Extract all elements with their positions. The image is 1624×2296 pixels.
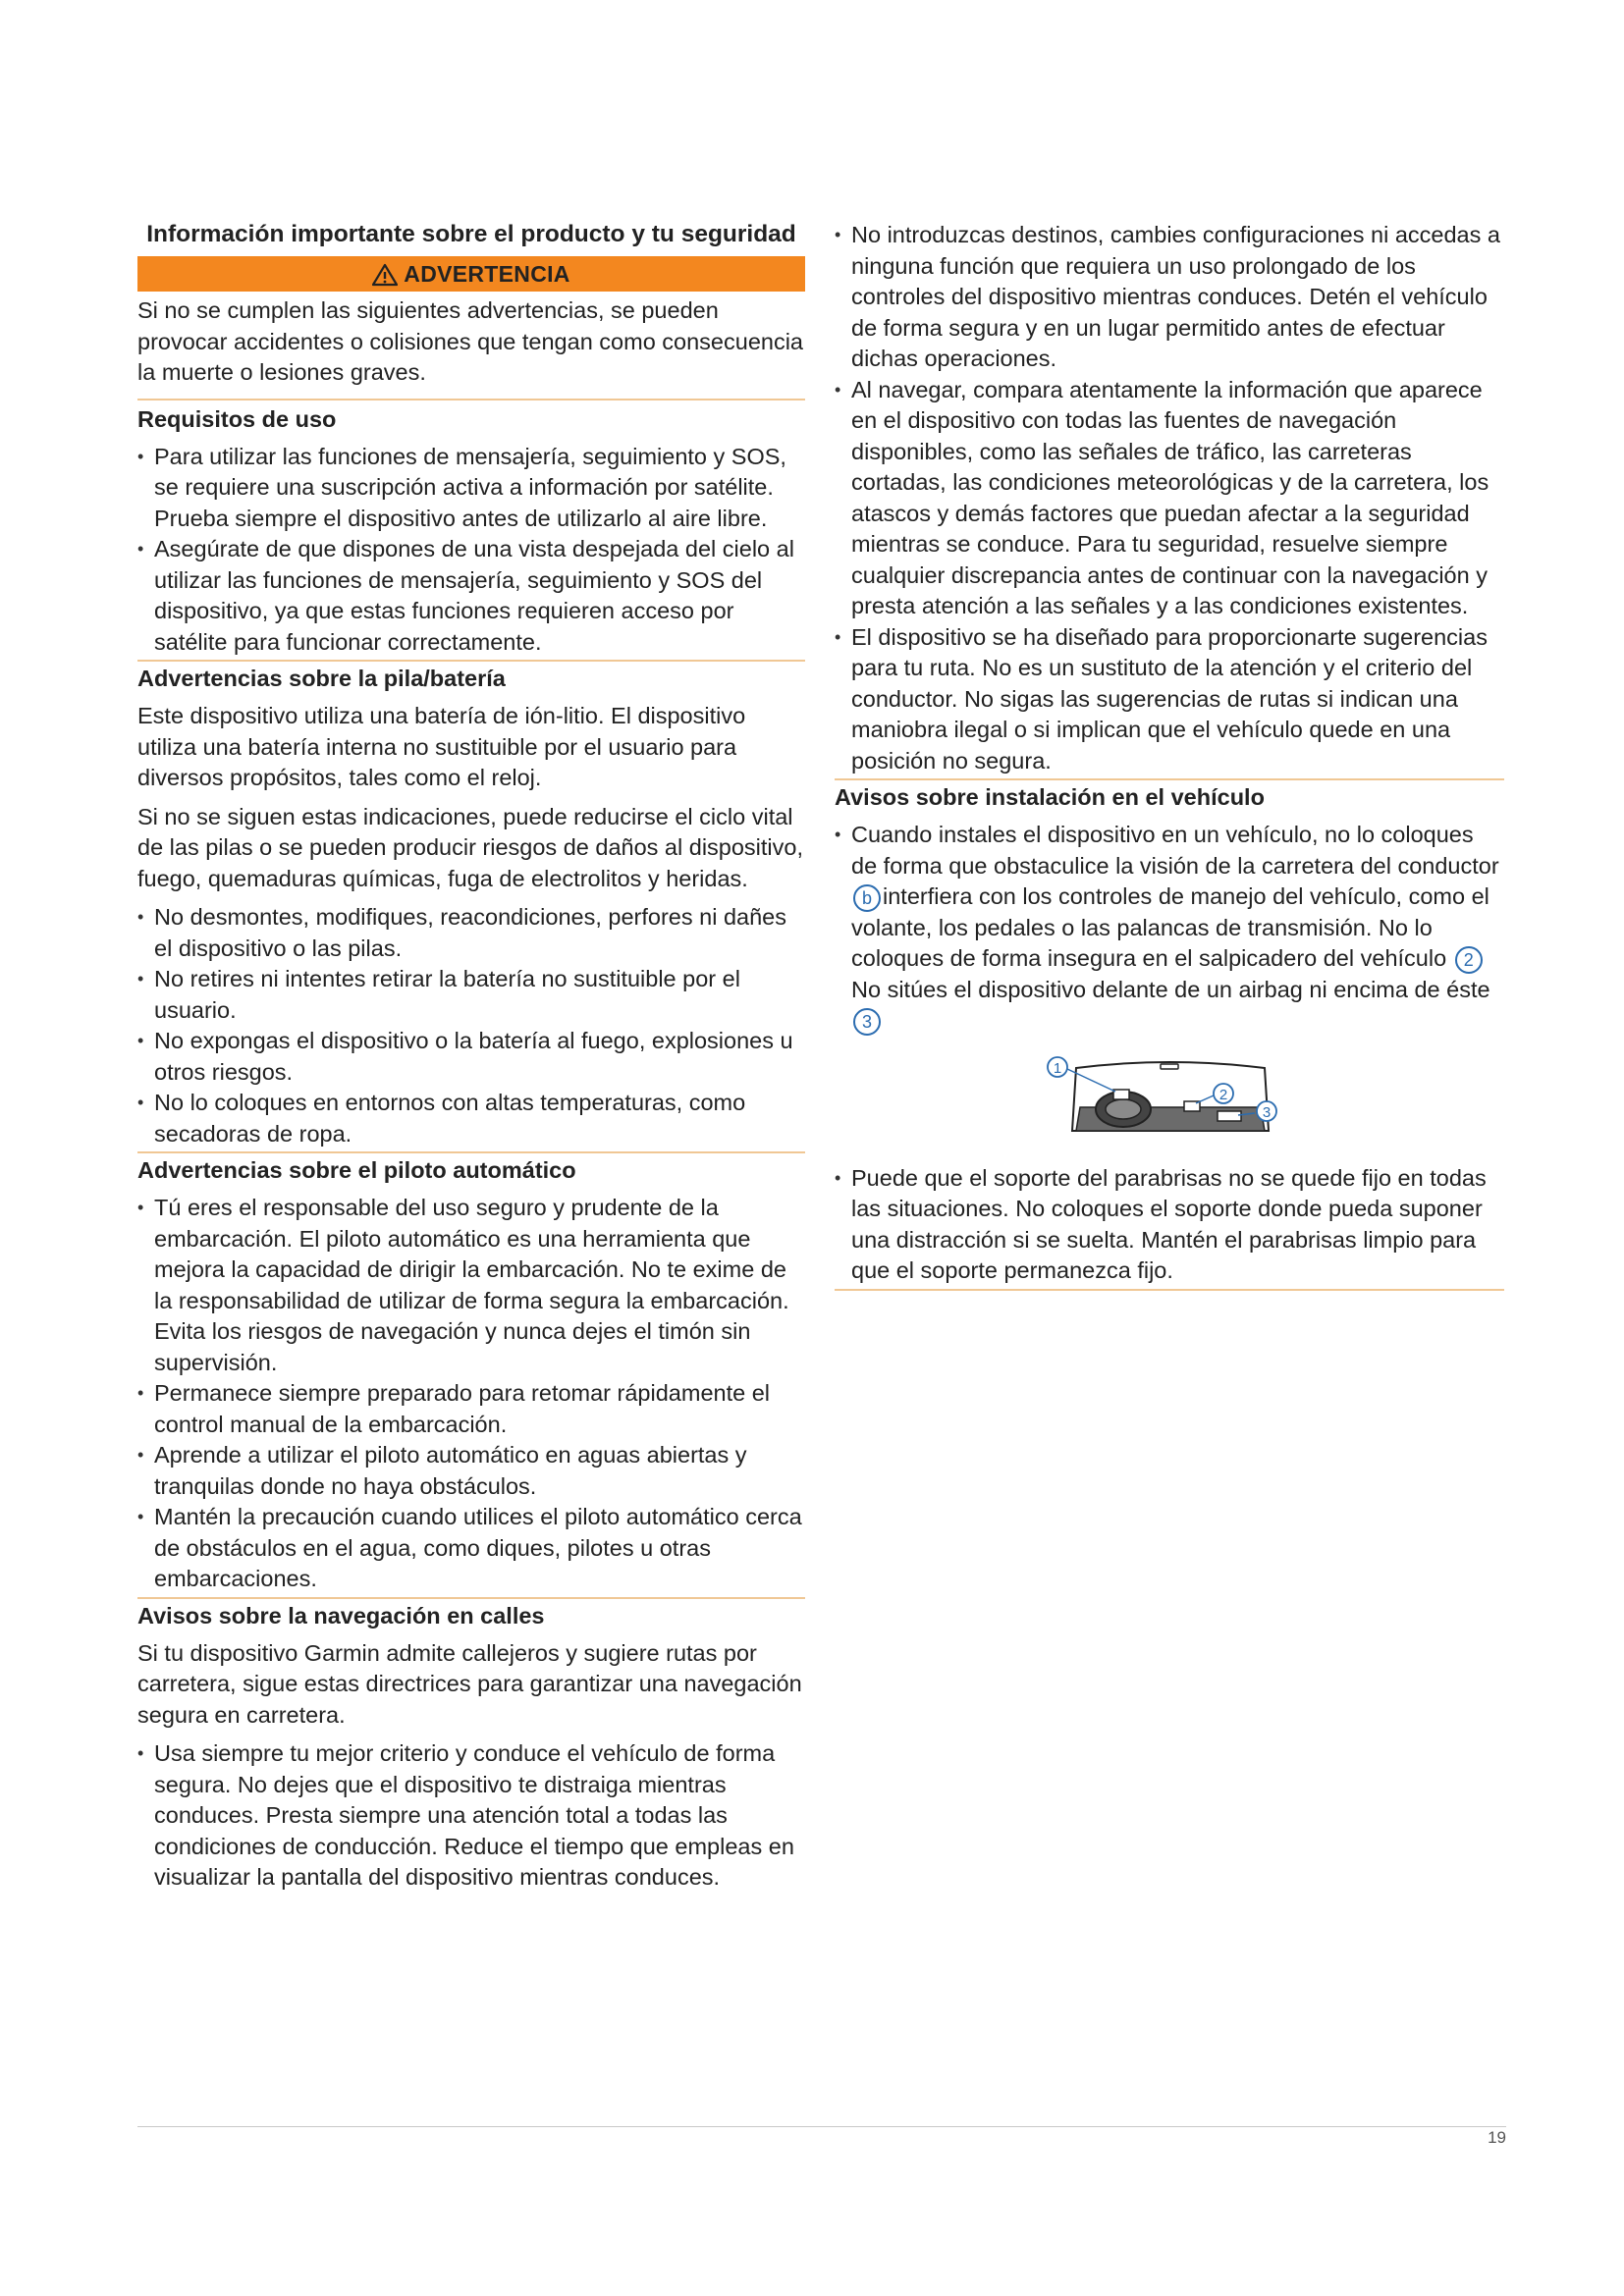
bullet-list-piloto — [137, 1193, 805, 1595]
section-heading-instalacion: Avisos sobre instalación en el vehículo — [835, 784, 1265, 810]
warning-text-block — [137, 295, 805, 400]
paragraph: Si no se siguen estas indicaciones, puede reducirse el ciclo vital de las pilas o se pueden producir riesgos de daños al dispositivo, fuego, quemaduras químicas, fuga de electrolitos y heridas. — [137, 803, 804, 891]
bullet-list-calles-left — [137, 1738, 805, 1894]
warning-banner — [137, 256, 805, 292]
section-heading-piloto: Advertencias sobre el piloto automático — [137, 1157, 576, 1183]
figure-dashboard-installation — [835, 1050, 1504, 1146]
list-item: • Tú eres el responsable del uso seguro y prudente de la embarcación. El piloto automático es una herramienta que mejora la capacidad de dirigir la embarcación. No te exime de la responsabilidad de utilizar de forma segura la embarcación. Evita los riesgos de navegación y nunca dejes el timón sin supervisión. — [137, 1193, 805, 1378]
section-calles-continued — [835, 220, 1504, 780]
text-fragment: interfiera con los controles de manejo del vehículo, como el volante, los pedales o las palancas de transmisión. No lo coloques de forma insegura en el salpicadero del vehículo — [851, 883, 1489, 971]
callout-marker-3: 3 — [853, 1008, 881, 1036]
callout-1 — [1048, 1057, 1067, 1077]
callout-label-1: 1 — [1053, 1059, 1062, 1077]
list-item: • Mantén la precaución cuando utilices el piloto automático cerca de obstáculos en el agua, como diques, pilotes u otras embarcaciones. — [137, 1502, 805, 1595]
right-column — [835, 220, 1504, 1293]
list-item: • Usa siempre tu mejor criterio y conduce el vehículo de forma segura. No dejes que el dispositivo te distraiga mientras conduces. Presta siempre una atención total a todas las condiciones de conducción. Reduce el tiempo que empleas en visualizar la pantalla del dispositivo mientras conduces. — [137, 1738, 805, 1894]
section-requisitos — [137, 400, 805, 663]
paragraph: Si tu dispositivo Garmin admite callejeros y sugiere rutas por carretera, sigue estas directrices para garantizar una navegación segura en carretera. — [137, 1639, 802, 1728]
section-calles — [137, 1599, 805, 1896]
bullet-list-calles-right — [835, 220, 1504, 776]
footer-divider — [137, 2126, 1506, 2127]
section-instalacion — [835, 780, 1504, 1293]
text-fragment: No sitúes el dispositivo delante de un airbag ni encima de éste — [851, 976, 1490, 1002]
list-item: • Puede que el soporte del parabrisas no se quede fijo en todas las situaciones. No coloques el soporte donde pueda suponer una distracción si se suelta. Mantén el parabrisas limpio para que el soporte permanezca fijo. — [835, 1163, 1504, 1287]
list-item: • Aprende a utilizar el piloto automático en aguas abiertas y tranquilas donde no haya obstáculos. — [137, 1440, 805, 1502]
callout-marker-2: 2 — [1455, 946, 1483, 974]
callout-2 — [1214, 1084, 1233, 1103]
paragraph: Este dispositivo utiliza una batería de ión-litio. El dispositivo utiliza una batería interna no sustituible por el usuario para diversos propósitos, tales como el reloj. — [137, 703, 746, 790]
text-fragment: Cuando instales el dispositivo en un vehículo, no lo coloques de forma que obstaculice la visión de la carretera del conductor — [851, 822, 1499, 879]
warning-label: ADVERTENCIA — [404, 261, 570, 287]
instalacion-bullet-2-block — [835, 1163, 1504, 1291]
list-item: • No retires ni intentes retirar la batería no sustituible por el usuario. — [137, 964, 805, 1026]
callout-marker-1: b — [853, 884, 881, 912]
list-item: • Asegúrate de que dispones de una vista despejada del cielo al utilizar las funciones de mensajería, seguimiento y SOS del dispositivo, ya que estas funciones requieren acceso por satélite para funcionar correctamente. — [137, 534, 805, 658]
left-column — [137, 220, 805, 1896]
warning-text: Si no se cumplen las siguientes advertencias, se pueden provocar accidentes o colisiones que tengan como consecuencia la muerte o lesiones graves. — [137, 297, 804, 385]
bullet-list-instalacion-2 — [835, 1163, 1504, 1287]
bullet-list-bateria — [137, 902, 805, 1149]
bullet-list-requisitos — [137, 442, 805, 659]
callout-label-3: 3 — [1262, 1103, 1272, 1121]
list-item: • No expongas el dispositivo o la batería al fuego, explosiones u otros riesgos. — [137, 1026, 805, 1088]
section-heading-calles: Avisos sobre la navegación en calles — [137, 1602, 545, 1629]
list-item — [835, 820, 1504, 1037]
callout-3 — [1257, 1101, 1276, 1121]
section-heading-bateria: Advertencias sobre la pila/batería — [137, 666, 506, 691]
list-item: • No desmontes, modifiques, reacondiciones, perfores ni dañes el dispositivo o las pilas. — [137, 902, 805, 964]
section-piloto — [137, 1153, 805, 1599]
list-item: • Para utilizar las funciones de mensajería, seguimiento y SOS, se requiere una suscripción activa a información por satélite. Prueba siempre el dispositivo antes de utilizarlo al aire libre. — [137, 442, 805, 535]
list-item: • El dispositivo se ha diseñado para proporcionarte sugerencias para tu ruta. No es un sustituto de la atención y el criterio del conductor. No sigas las sugerencias de rutas si indican una maniobra ilegal o si implican que el vehículo quede en una posición no segura. — [835, 622, 1504, 777]
warning-triangle-icon — [372, 263, 398, 287]
list-item: • No introduzcas destinos, cambies configuraciones ni accedas a ninguna función que requiera un uso prolongado de los controles del dispositivo mientras conduces. Detén el vehículo de forma segura y en un lugar permitido antes de efectuar dichas operaciones. — [835, 220, 1504, 375]
section-bateria — [137, 662, 805, 1153]
list-item: • Al navegar, compara atentamente la información que aparece en el dispositivo con todas las fuentes de navegación disponibles, como las señales de tráfico, las carreteras cortadas, las condiciones meteorológicas y de la carretera, los atascos y demás factores que puedan afectar a la seguridad mientras se conduce. Para tu seguridad, resuelve siempre cualquier discrepancia antes de continuar con la navegación y presta atención a las señales y a las condiciones existentes. — [835, 375, 1504, 622]
list-item: • Permanece siempre preparado para retomar rápidamente el control manual de la embarcación. — [137, 1378, 805, 1440]
dashboard-illustration — [1037, 1050, 1302, 1141]
section-heading-requisitos: Requisitos de uso — [137, 405, 337, 432]
list-item: • No lo coloques en entornos con altas temperaturas, como secadoras de ropa. — [137, 1088, 805, 1149]
page-title: Información importante sobre el producto y tu seguridad — [146, 221, 796, 247]
bullet-list-instalacion — [835, 820, 1504, 1037]
page-number: 19 — [1488, 2128, 1506, 2147]
callout-label-2: 2 — [1218, 1086, 1228, 1103]
